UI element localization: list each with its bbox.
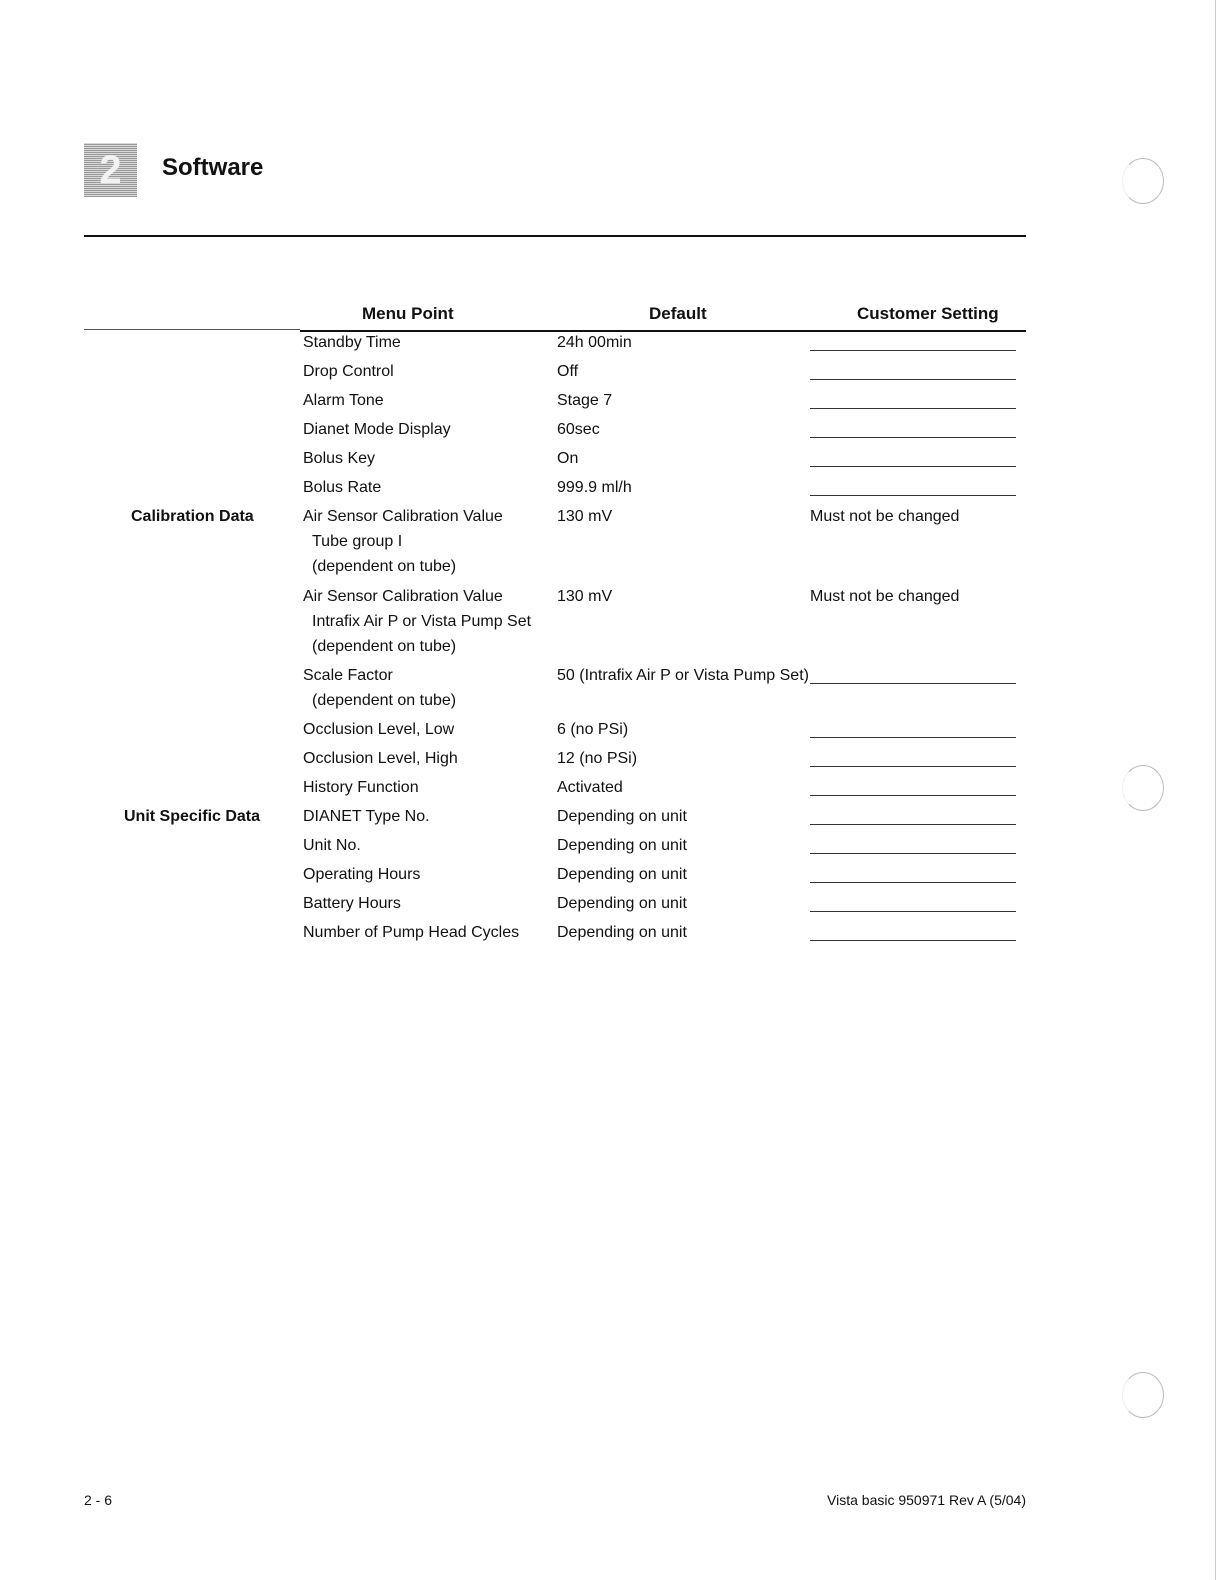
menu-point-label: Air Sensor Calibration Value (303, 588, 503, 605)
menu-point (303, 891, 401, 916)
customer-setting-blank (810, 911, 1016, 912)
menu-point-detail: (dependent on tube) (312, 692, 457, 709)
category-label: Calibration Data (131, 508, 254, 525)
default-value: Activated (557, 779, 623, 796)
menu-point-detail: (dependent on tube) (312, 638, 457, 655)
menu-point-label: Standby Time (303, 334, 401, 351)
chapter-number: 2 (99, 147, 122, 192)
page-edge (1215, 0, 1216, 1580)
default-value: Depending on unit (557, 895, 687, 912)
menu-point-label: Air Sensor Calibration Value (303, 508, 503, 525)
menu-point-label: Occlusion Level, High (303, 750, 458, 767)
menu-point-label: History Function (303, 779, 419, 796)
default-value: 130 mV (557, 508, 613, 525)
menu-point (303, 388, 384, 413)
menu-point (303, 330, 401, 355)
customer-setting-blank (810, 408, 1016, 409)
customer-setting-blank (810, 853, 1016, 854)
menu-point (303, 717, 454, 742)
menu-point-label: Alarm Tone (303, 392, 384, 409)
default-value: On (557, 450, 579, 467)
customer-setting-blank (810, 466, 1016, 467)
menu-point (303, 417, 451, 442)
chapter-number-badge (84, 143, 137, 197)
customer-setting-blank (810, 766, 1016, 767)
default-value: 50 (Intrafix Air P or Vista Pump Set) (557, 667, 809, 684)
customer-setting-blank (810, 824, 1016, 825)
column-header-customer-setting: Customer Setting (857, 304, 999, 323)
customer-setting-blank (810, 882, 1016, 883)
customer-setting-note: Must not be changed (810, 508, 960, 525)
binder-hole (1122, 158, 1164, 204)
table-header-rule-left (84, 329, 300, 330)
default-value: 60sec (557, 421, 600, 438)
menu-point (303, 359, 394, 384)
menu-point-label: Operating Hours (303, 866, 421, 883)
page-number: 2 - 6 (84, 1492, 113, 1508)
menu-point (303, 833, 361, 858)
customer-setting-blank (810, 495, 1016, 496)
menu-point (303, 584, 531, 659)
menu-point-label: Occlusion Level, Low (303, 721, 455, 738)
customer-setting-blank (810, 795, 1016, 796)
document-reference: Vista basic 950971 Rev A (5/04) (827, 1492, 1026, 1508)
menu-point (303, 746, 458, 771)
column-header-menu-point: Menu Point (362, 304, 454, 323)
category-label: Unit Specific Data (124, 808, 261, 825)
customer-setting-blank (810, 737, 1016, 738)
menu-point-label: Number of Pump Head Cycles (303, 924, 520, 941)
menu-point (303, 862, 420, 887)
menu-point-label: Drop Control (303, 363, 394, 380)
binder-hole (1122, 1372, 1164, 1418)
header-divider (84, 235, 1026, 237)
default-value: 24h 00min (557, 334, 632, 351)
default-value: 130 mV (557, 588, 613, 605)
default-value: Depending on unit (557, 808, 687, 825)
customer-setting-blank (810, 940, 1016, 941)
menu-point-label: Bolus Rate (303, 479, 382, 496)
menu-point-label: Scale Factor (303, 667, 393, 684)
menu-point-label: DIANET Type No. (303, 808, 430, 825)
menu-point (303, 504, 503, 579)
column-header-default: Default (649, 304, 707, 323)
customer-setting-blank (810, 350, 1016, 351)
menu-point-detail: (dependent on tube) (312, 558, 457, 575)
default-value: Off (557, 363, 579, 380)
menu-point-label: Bolus Key (303, 450, 376, 467)
menu-point (303, 804, 430, 829)
customer-setting-blank (810, 379, 1016, 380)
menu-point-label: Unit No. (303, 837, 361, 854)
default-value: Stage 7 (557, 392, 613, 409)
menu-point-label: Dianet Mode Display (303, 421, 451, 438)
customer-setting-blank (810, 437, 1016, 438)
menu-point-detail: Tube group I (312, 533, 403, 550)
default-value: Depending on unit (557, 924, 687, 941)
menu-point (303, 446, 375, 471)
menu-point-detail: Intrafix Air P or Vista Pump Set (312, 613, 532, 630)
menu-point (303, 775, 419, 800)
binder-hole (1122, 765, 1164, 811)
menu-point-label: Battery Hours (303, 895, 401, 912)
menu-point (303, 663, 456, 713)
customer-setting-blank (810, 683, 1016, 684)
page-title: Software (162, 154, 264, 181)
customer-setting-note: Must not be changed (810, 588, 960, 605)
default-value: 999.9 ml/h (557, 479, 632, 496)
menu-point (303, 475, 381, 500)
table-header-rule (300, 330, 1026, 332)
default-value: 12 (no PSi) (557, 750, 638, 767)
menu-point (303, 920, 519, 945)
default-value: Depending on unit (557, 837, 687, 854)
default-value: Depending on unit (557, 866, 687, 883)
default-value: 6 (no PSi) (557, 721, 629, 738)
